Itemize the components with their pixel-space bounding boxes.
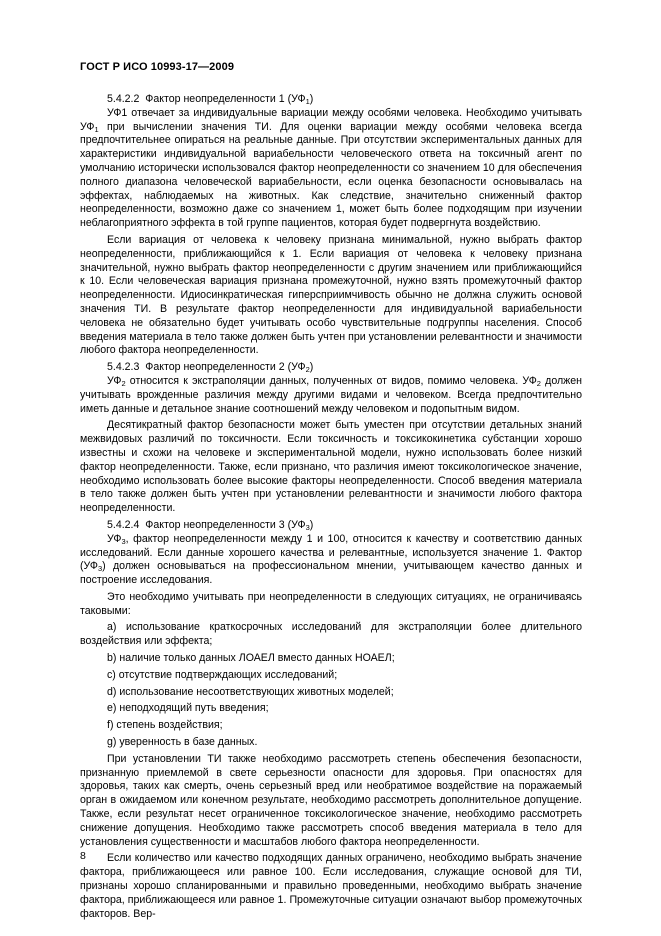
page-number: 8 <box>80 850 86 862</box>
list-item: a) использование краткосрочных исследований для экстраполяции более длительного воздействия или эффекта; <box>80 621 582 648</box>
subscript: 3 <box>97 564 103 574</box>
subscript: 1 <box>94 124 99 134</box>
list-item: g) уверенность в базе данных. <box>107 736 258 749</box>
text-run: УФ <box>107 532 122 545</box>
text-run: УФ1 отвечает за индивидуальные вариации между особями человека. Необходимо учитывать УФ <box>80 106 582 133</box>
section-number: 5.4.2.2 <box>107 93 140 105</box>
text-run: при вычислении значения ТИ. Для оценки вариации между особями человека всегда предпочтительнее опираться на реальные данные. При отсутствии экспериментальных данных для характеристики индивидуальной вариабельности человеческого ответа на токсичный агент по умолчанию исторически использовался фактор неопределенности со значением 10 для обеспечения полного диапазона человеческой вариабельности, если оценка безопасности основывалась на эффектах, наблюдаемых на животных. Как следствие, значительно сниженный фактор неопределенности, возможно даже со значением 1, может быть более подходящим при изучении неблагоприятного эффекта в той группе пациентов, которая будет подвергнута воздействию. <box>80 120 582 230</box>
paragraph <box>80 107 582 231</box>
list-item: b) наличие только данных ЛОАЕЛ вместо данных НОАЕЛ; <box>107 652 395 665</box>
paren: ) <box>309 93 314 105</box>
list-item: e) неподходящий путь введения; <box>107 702 269 715</box>
paragraph: При установлении ТИ также необходимо рассмотреть степень обеспечения безопасности, признанную приемлемой в свете серьезности опасности для здоровья. При опасностях для здоровья, таких как смерть, очень серьезный вред или необратимое воздействие на поражаемый орган в ожидаемом или конечном результате, необходимо рассмотреть дополнительное допущение. Также, если результат несет ограниченное токсикологическое значение, необходимо рассмотреть снижение допущения. Необходимо также рассмотреть способ введения материала в тело для установления существенности и масштабов любого фактора неопределенности. <box>80 752 582 848</box>
text-run: , фактор неопределенности между 1 и 100, относится к качеству и соответствию данных исследований. Если данные хорошего качества и релевантные, используется значение 1. Фактор (УФ <box>80 532 582 573</box>
paren: ) <box>309 361 314 374</box>
document-body <box>80 93 582 921</box>
section-title: Фактор неопределенности 3 (УФ <box>145 518 306 531</box>
subscript: 2 <box>536 378 541 388</box>
paragraph: Десятикратный фактор безопасности может быть уместен при отсутствии детальных знаний межвидовых различий по токсичности. Если токсичность и токсикокинетика субстанции хорошо известны и схожи на человеке и экспериментальной модели, нужно использовать более низкий фактор неопределенности. Также, если признано, что различия имеют токсикологическое значение, необходимо использовать более высокие факторы неопределенности. Способ введения материала в тело также должен быть учтен при установлении релевантности и значимости любого фактора неопределенности. <box>80 419 582 515</box>
section-title: Фактор неопределенности 1 (УФ <box>145 93 306 105</box>
list-item: d) использование несоответствующих животных моделей; <box>107 685 394 698</box>
section-heading-5-4-2-4 <box>80 519 582 533</box>
section-number: 5.4.2.3 <box>107 361 140 374</box>
list-item: f) степень воздействия; <box>107 719 223 732</box>
paragraph: Если вариация от человека к человеку признана минимальной, нужно выбрать фактор неопределенности, приближающийся к 1. Если вариация от человека к человеку признана значительной, нужно выбрать фактор неопределенности с другим значением или приближающийся к 10. Если человеческая вариация признана промежуточной, нужно взять промежуточный фактор неопределенности. Идиосинкратическая гиперсприимчивость обычно не должна служить основой значения ТИ. В результате фактор неопределенности для индивидуальной вариабельности человека не обязательно будет учитывать особо чувствительные подгруппы населения. Способ введения материала в тело также должен быть учтен при установлении релевантности и значимости любого фактора неопределенности. <box>80 233 582 357</box>
standard-header: ГОСТ Р ИСО 10993-17—2009 <box>80 61 235 73</box>
paren: ) <box>309 518 314 531</box>
paragraph <box>80 375 582 416</box>
paragraph <box>80 533 582 588</box>
subscript: 3 <box>121 536 126 546</box>
text-run: относится к экстраполяции данных, полученных от видов, помимо человека. УФ <box>125 374 537 387</box>
section-heading-5-4-2-2 <box>80 93 582 107</box>
subscript: 2 <box>121 378 126 388</box>
text-run: ) должен основываться на профессиональном мнении, учитывающем качество данных и построение исследования. <box>80 560 582 587</box>
section-title: Фактор неопределенности 2 (УФ <box>145 361 306 374</box>
section-number: 5.4.2.4 <box>107 518 140 531</box>
subscript: 2 <box>305 365 310 375</box>
subscript: 3 <box>305 522 310 532</box>
list-item: c) отсутствие подтверждающих исследований; <box>107 668 338 681</box>
subscript: 1 <box>305 97 310 106</box>
paragraph: Если количество или качество подходящих данных ограничено, необходимо выбрать значение фактора, приближающееся или равное 100. Если исследования, служащие основой для ТИ, признаны хорошо спланированными и правильно проведенными, необходимо выбрать значение фактора, приближающееся или равное 1. Промежуточные ситуации означают выбор промежуточных факторов. Вер- <box>80 852 582 920</box>
text-run: должен учитывать врожденные различия между другими видами и человеком. Всегда предпочтительно иметь данные и детальное знание соотношений между человеком и подопытным видом. <box>80 374 582 415</box>
text-run: УФ <box>107 374 122 387</box>
paragraph: Это необходимо учитывать при неопределенности в следующих ситуациях, не ограничиваясь таковыми: <box>80 590 582 617</box>
section-heading-5-4-2-3 <box>80 361 582 375</box>
